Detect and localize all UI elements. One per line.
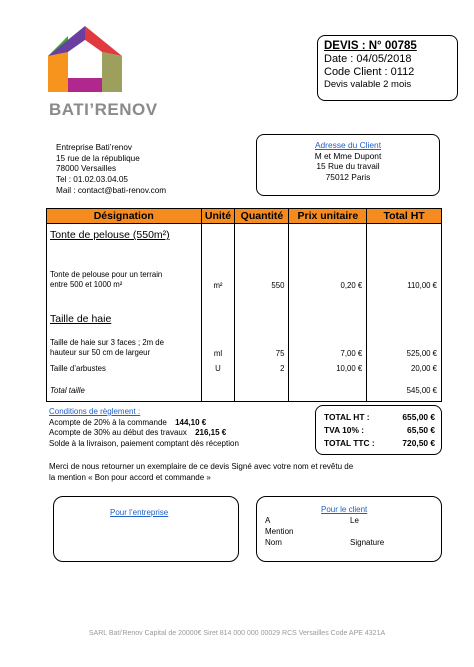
conditions-line-3: Solde à la livraison, paiement comptant dès réception <box>49 439 239 449</box>
client-code: Code Client : 0112 <box>324 66 415 78</box>
company-signature-title: Pour l’entreprise <box>110 508 169 517</box>
designation-column <box>47 224 201 401</box>
company-street: 15 rue de la république <box>56 153 140 163</box>
unit-price-column <box>289 224 366 401</box>
arbustes-total: 20,00 € <box>410 364 437 373</box>
return-instructions-line-2: la mention « Bon pour accord et commande » <box>49 472 211 482</box>
total-ttc-row <box>324 437 435 450</box>
section-title-pelouse: Tonte de pelouse (550m²) <box>50 229 170 241</box>
return-instructions <box>49 462 439 484</box>
client-signature-title: Pour le client <box>321 505 368 514</box>
col-header-quantity: Quantité <box>235 209 289 224</box>
unit-column <box>202 224 235 401</box>
company-phone: Tel : 01.02.03.04.05 <box>56 175 128 185</box>
conditions-title: Conditions de règlement : <box>49 407 141 416</box>
arbustes-qty: 2 <box>280 364 285 373</box>
company-signature-box <box>53 496 239 562</box>
house-logo-icon <box>48 26 122 92</box>
pelouse-total: 110,00 € <box>407 281 437 290</box>
totals-box <box>315 405 442 455</box>
company-name: Entreprise Bati’renov <box>56 143 132 152</box>
conditions-line-2-value: 216,15 € <box>195 428 227 438</box>
items-table <box>46 208 442 402</box>
haie-unit: ml <box>213 349 223 358</box>
arbustes-desc: Taille d’arbustes <box>50 364 106 373</box>
arbustes-price: 10,00 € <box>336 364 363 373</box>
company-city: 78000 Versailles <box>56 164 117 174</box>
pelouse-desc-1: Tonte de pelouse pour un terrain <box>50 270 163 279</box>
total-ht-row <box>324 411 435 424</box>
total-ht-column <box>367 224 441 401</box>
client-name: M et Mme Dupont <box>314 150 382 161</box>
conditions-line-2 <box>49 428 239 439</box>
mention-label: Mention <box>265 527 294 536</box>
haie-desc-2: hauteur sur 50 cm de largeur <box>50 348 151 357</box>
col-header-unit-price: Prix unitaire <box>289 209 367 224</box>
name-label: Nom <box>265 538 282 547</box>
section-title-haie: Taille de haie <box>50 313 112 325</box>
pelouse-qty: 550 <box>271 281 285 290</box>
total-ttc-value: 720,50 € <box>402 438 435 448</box>
conditions-line-1 <box>49 418 239 429</box>
total-ht-label: TOTAL HT : <box>324 412 370 422</box>
devis-number: DEVIS : N° 00785 <box>324 40 417 52</box>
date-label: Le <box>350 516 359 525</box>
arbustes-unit: U <box>215 364 221 373</box>
pelouse-desc-2: entre 500 et 1000 m² <box>50 280 123 289</box>
brand-name: BATI’RENOV <box>49 100 158 119</box>
quantity-column <box>235 224 288 401</box>
col-header-unit: Unité <box>201 209 235 224</box>
client-signature-box <box>256 496 442 562</box>
pelouse-price: 0,20 € <box>340 281 363 290</box>
col-header-total-ht: Total HT <box>367 209 442 224</box>
conditions-line-1-text: Acompte de 20% à la commande <box>49 417 167 427</box>
haie-total: 525,00 € <box>406 349 437 358</box>
place-label: A <box>265 516 271 525</box>
client-address-box <box>256 134 440 196</box>
client-street: 15 Rue du travail <box>316 161 380 172</box>
subtotal-value: 545,00 € <box>406 386 437 395</box>
tva-label: TVA 10% : <box>324 425 365 435</box>
legal-footer: SARL Bati’Renov Capital de 20000€ Siret 814 000 000 00029 RCS Versailles Code APE 4321A <box>88 630 386 637</box>
company-address <box>56 143 166 197</box>
conditions-line-2-text: Acompte de 30% au début des travaux <box>49 428 187 438</box>
tva-value: 65,50 € <box>407 425 435 435</box>
signature-label: Signature <box>350 538 385 547</box>
conditions-line-1-value: 144,10 € <box>175 417 207 427</box>
haie-desc-1: Taille de haie sur 3 faces ; 2m de <box>50 338 164 347</box>
haie-qty: 75 <box>275 349 285 358</box>
devis-info-box <box>317 35 458 101</box>
pelouse-unit: m² <box>213 281 223 290</box>
table-header-row <box>47 209 442 224</box>
client-city: 75012 Paris <box>325 171 371 182</box>
subtotal-label: Total taille <box>50 386 85 395</box>
return-instructions-line-1: Merci de nous retourner un exemplaire de ce devis Signé avec votre nom et revêtu de <box>49 462 354 471</box>
table-body-row <box>47 224 442 402</box>
total-ttc-label: TOTAL TTC : <box>324 438 375 448</box>
tva-row <box>324 424 435 437</box>
client-address-title: Adresse du Client <box>314 140 382 150</box>
total-ht-value: 655,00 € <box>402 412 435 422</box>
devis-date: Date : 04/05/2018 <box>324 53 412 65</box>
company-mail: Mail : contact@bati-renov.com <box>56 185 167 195</box>
haie-price: 7,00 € <box>340 349 363 358</box>
col-header-designation: Désignation <box>47 209 202 224</box>
payment-conditions <box>49 407 239 450</box>
devis-validity: Devis valable 2 mois <box>324 79 412 90</box>
